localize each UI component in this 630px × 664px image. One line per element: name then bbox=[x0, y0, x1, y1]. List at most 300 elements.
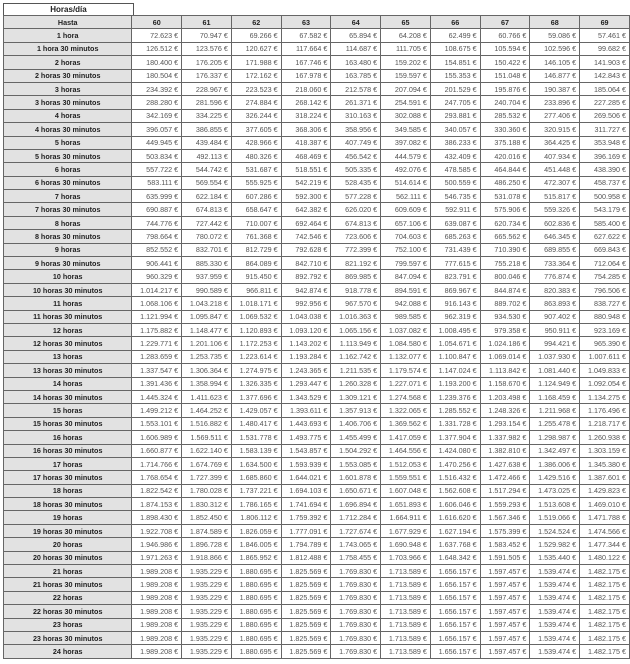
table-cell: 1.393.611 € bbox=[281, 404, 331, 417]
table-cell: 1.713.589 € bbox=[381, 631, 431, 644]
table-cell: 1.358.994 € bbox=[182, 377, 232, 390]
table-cell: 111.705 € bbox=[381, 42, 431, 55]
row-label: 22 horas bbox=[4, 591, 132, 604]
table-cell: 842.710 € bbox=[281, 257, 331, 270]
table-cell: 1.499.212 € bbox=[132, 404, 182, 417]
table-row bbox=[4, 149, 630, 162]
table-cell: 1.345.380 € bbox=[580, 457, 630, 470]
column-header: 63 bbox=[281, 16, 331, 29]
table-cell: 727.442 € bbox=[182, 216, 232, 229]
table-row bbox=[4, 565, 630, 578]
table-cell: 1.203.498 € bbox=[480, 390, 530, 403]
table-cell: 742.546 € bbox=[281, 230, 331, 243]
table-cell: 1.825.569 € bbox=[281, 591, 331, 604]
row-label: 14 horas 30 minutos bbox=[4, 390, 132, 403]
table-cell: 1.583.139 € bbox=[231, 444, 281, 457]
table-cell: 1.971.263 € bbox=[132, 551, 182, 564]
row-label: 3 horas 30 minutos bbox=[4, 96, 132, 109]
table-cell: 1.712.284 € bbox=[331, 511, 381, 524]
table-cell: 1.769.830 € bbox=[331, 578, 381, 591]
table-cell: 546.735 € bbox=[430, 190, 480, 203]
table-cell: 464.844 € bbox=[480, 163, 530, 176]
table-cell: 146.877 € bbox=[530, 69, 580, 82]
table-cell: 1.326.335 € bbox=[231, 377, 281, 390]
table-cell: 559.326 € bbox=[530, 203, 580, 216]
table-cell: 159.202 € bbox=[381, 56, 431, 69]
table-cell: 1.989.208 € bbox=[132, 631, 182, 644]
table-cell: 503.834 € bbox=[132, 149, 182, 162]
table-cell: 1.601.878 € bbox=[331, 471, 381, 484]
table-cell: 1.417.059 € bbox=[381, 431, 431, 444]
table-cell: 1.162.742 € bbox=[331, 350, 381, 363]
table-cell: 1.825.569 € bbox=[281, 578, 331, 591]
table-cell: 1.049.833 € bbox=[580, 364, 630, 377]
table-cell: 1.516.432 € bbox=[430, 471, 480, 484]
table-cell: 1.482.175 € bbox=[580, 631, 630, 644]
table-cell: 1.179.574 € bbox=[381, 364, 431, 377]
table-cell: 1.065.156 € bbox=[331, 323, 381, 336]
table-cell: 531.078 € bbox=[480, 190, 530, 203]
table-row bbox=[4, 551, 630, 564]
table-cell: 228.967 € bbox=[182, 82, 232, 95]
table-cell: 1.424.080 € bbox=[430, 444, 480, 457]
table-cell: 1.176.496 € bbox=[580, 404, 630, 417]
table-cell: 1.786.165 € bbox=[231, 498, 281, 511]
table-cell: 1.539.474 € bbox=[530, 605, 580, 618]
table-row bbox=[4, 203, 630, 216]
table-cell: 844.874 € bbox=[480, 283, 530, 296]
table-cell: 407.749 € bbox=[331, 136, 381, 149]
table-cell: 1.989.208 € bbox=[132, 605, 182, 618]
table-cell: 1.427.638 € bbox=[480, 457, 530, 470]
table-cell: 1.480.122 € bbox=[580, 551, 630, 564]
table-cell: 1.081.440 € bbox=[530, 364, 580, 377]
table-cell: 907.402 € bbox=[530, 310, 580, 323]
table-cell: 1.713.589 € bbox=[381, 605, 431, 618]
table-cell: 1.386.006 € bbox=[530, 457, 580, 470]
row-label: 12 horas 30 minutos bbox=[4, 337, 132, 350]
table-cell: 562.111 € bbox=[381, 190, 431, 203]
table-row bbox=[4, 42, 630, 55]
table-cell: 492.076 € bbox=[381, 163, 431, 176]
column-header: 61 bbox=[182, 16, 232, 29]
table-cell: 1.880.695 € bbox=[231, 605, 281, 618]
table-row bbox=[4, 109, 630, 122]
table-cell: 1.935.229 € bbox=[182, 578, 232, 591]
table-cell: 710.007 € bbox=[231, 216, 281, 229]
table-cell: 1.656.157 € bbox=[430, 618, 480, 631]
table-cell: 342.169 € bbox=[132, 109, 182, 122]
row-label: 13 horas bbox=[4, 350, 132, 363]
table-cell: 990.589 € bbox=[182, 283, 232, 296]
table-row bbox=[4, 645, 630, 658]
table-cell: 1.759.392 € bbox=[281, 511, 331, 524]
table-cell: 185.064 € bbox=[580, 82, 630, 95]
table-cell: 772.399 € bbox=[331, 243, 381, 256]
table-cell: 934.530 € bbox=[480, 310, 530, 323]
table-cell: 1.519.066 € bbox=[530, 511, 580, 524]
table-title: Horas/día bbox=[3, 3, 134, 15]
table-row bbox=[4, 163, 630, 176]
table-cell: 1.898.430 € bbox=[132, 511, 182, 524]
table-cell: 234.392 € bbox=[132, 82, 182, 95]
table-cell: 1.092.054 € bbox=[580, 377, 630, 390]
table-cell: 1.567.346 € bbox=[480, 511, 530, 524]
table-cell: 277.406 € bbox=[530, 109, 580, 122]
table-cell: 60.766 € bbox=[480, 29, 530, 42]
table-cell: 1.606.046 € bbox=[430, 498, 480, 511]
table-cell: 176.337 € bbox=[182, 69, 232, 82]
row-label: 5 horas 30 minutos bbox=[4, 149, 132, 162]
table-cell: 1.896.728 € bbox=[182, 538, 232, 551]
table-cell: 1.248.326 € bbox=[480, 404, 530, 417]
table-cell: 1.656.157 € bbox=[430, 578, 480, 591]
table-cell: 1.445.324 € bbox=[132, 390, 182, 403]
table-cell: 712.064 € bbox=[580, 257, 630, 270]
table-cell: 1.193.284 € bbox=[281, 350, 331, 363]
table-cell: 1.229.771 € bbox=[132, 337, 182, 350]
table-cell: 1.741.694 € bbox=[281, 498, 331, 511]
table-cell: 1.685.860 € bbox=[231, 471, 281, 484]
table-cell: 142.843 € bbox=[580, 69, 630, 82]
row-label: 24 horas bbox=[4, 645, 132, 658]
table-row bbox=[4, 190, 630, 203]
table-cell: 1.529.982 € bbox=[530, 538, 580, 551]
table-cell: 1.737.221 € bbox=[231, 484, 281, 497]
table-cell: 1.260.328 € bbox=[331, 377, 381, 390]
table-cell: 1.874.153 € bbox=[132, 498, 182, 511]
table-cell: 832.701 € bbox=[182, 243, 232, 256]
table-row bbox=[4, 618, 630, 631]
table-cell: 1.464.252 € bbox=[182, 404, 232, 417]
table-cell: 812.729 € bbox=[231, 243, 281, 256]
table-row bbox=[4, 538, 630, 551]
row-label: 12 horas bbox=[4, 323, 132, 336]
table-cell: 146.105 € bbox=[530, 56, 580, 69]
row-label: 4 horas bbox=[4, 109, 132, 122]
table-cell: 622.184 € bbox=[182, 190, 232, 203]
table-cell: 923.169 € bbox=[580, 323, 630, 336]
table-cell: 233.896 € bbox=[530, 96, 580, 109]
table-cell: 407.934 € bbox=[530, 149, 580, 162]
table-cell: 1.583.452 € bbox=[480, 538, 530, 551]
table-cell: 1.553.101 € bbox=[132, 417, 182, 430]
table-cell: 1.512.053 € bbox=[381, 457, 431, 470]
row-label: 19 horas bbox=[4, 511, 132, 524]
table-row bbox=[4, 404, 630, 417]
row-label: 16 horas 30 minutos bbox=[4, 444, 132, 457]
table-cell: 478.585 € bbox=[430, 163, 480, 176]
table-cell: 1.575.399 € bbox=[480, 524, 530, 537]
table-cell: 261.371 € bbox=[331, 96, 381, 109]
table-cell: 468.469 € bbox=[281, 149, 331, 162]
row-label: 7 horas bbox=[4, 190, 132, 203]
table-cell: 627.622 € bbox=[580, 230, 630, 243]
table-cell: 1.758.455 € bbox=[331, 551, 381, 564]
table-cell: 1.591.505 € bbox=[480, 551, 530, 564]
table-cell: 1.113.949 € bbox=[331, 337, 381, 350]
table-cell: 368.306 € bbox=[281, 123, 331, 136]
table-cell: 1.825.569 € bbox=[281, 618, 331, 631]
table-cell: 1.472.466 € bbox=[480, 471, 530, 484]
table-cell: 1.482.175 € bbox=[580, 591, 630, 604]
row-label: 16 horas bbox=[4, 431, 132, 444]
table-cell: 1.714.766 € bbox=[132, 457, 182, 470]
table-cell: 1.989.208 € bbox=[132, 578, 182, 591]
table-cell: 1.391.436 € bbox=[132, 377, 182, 390]
table-cell: 105.594 € bbox=[480, 42, 530, 55]
row-label-header: Hasta bbox=[4, 16, 132, 29]
table-cell: 869.985 € bbox=[331, 270, 381, 283]
table-cell: 1.293.154 € bbox=[480, 417, 530, 430]
table-cell: 1.274.568 € bbox=[381, 390, 431, 403]
table-cell: 1.223.614 € bbox=[231, 350, 281, 363]
table-cell: 1.543.857 € bbox=[281, 444, 331, 457]
table-cell: 310.163 € bbox=[331, 109, 381, 122]
table-cell: 979.358 € bbox=[480, 323, 530, 336]
table-cell: 1.093.120 € bbox=[281, 323, 331, 336]
table-row bbox=[4, 390, 630, 403]
table-cell: 1.768.654 € bbox=[132, 471, 182, 484]
table-cell: 386.233 € bbox=[430, 136, 480, 149]
table-cell: 1.769.830 € bbox=[331, 591, 381, 604]
table-cell: 1.016.363 € bbox=[331, 310, 381, 323]
row-label: 20 horas bbox=[4, 538, 132, 551]
table-cell: 1.656.157 € bbox=[430, 605, 480, 618]
table-cell: 894.591 € bbox=[381, 283, 431, 296]
table-cell: 1.769.830 € bbox=[331, 618, 381, 631]
table-cell: 1.743.065 € bbox=[331, 538, 381, 551]
table-cell: 1.455.499 € bbox=[331, 431, 381, 444]
table-cell: 531.687 € bbox=[231, 163, 281, 176]
table-cell: 1.769.830 € bbox=[331, 565, 381, 578]
row-label: 6 horas bbox=[4, 163, 132, 176]
table-cell: 960.329 € bbox=[132, 270, 182, 283]
table-cell: 1.597.457 € bbox=[480, 618, 530, 631]
table-row bbox=[4, 444, 630, 457]
table-cell: 1.825.569 € bbox=[281, 605, 331, 618]
table-row bbox=[4, 257, 630, 270]
table-cell: 1.477.344 € bbox=[580, 538, 630, 551]
table-cell: 1.260.938 € bbox=[580, 431, 630, 444]
table-row bbox=[4, 471, 630, 484]
row-label: 11 horas bbox=[4, 297, 132, 310]
table-cell: 1.158.670 € bbox=[480, 377, 530, 390]
table-cell: 780.072 € bbox=[182, 230, 232, 243]
table-cell: 1.211.535 € bbox=[331, 364, 381, 377]
row-label: 1 hora bbox=[4, 29, 132, 42]
table-cell: 163.480 € bbox=[331, 56, 381, 69]
table-cell: 1.124.949 € bbox=[530, 377, 580, 390]
table-cell: 397.082 € bbox=[381, 136, 431, 149]
table-cell: 1.193.200 € bbox=[430, 377, 480, 390]
table-cell: 796.506 € bbox=[580, 283, 630, 296]
table-cell: 150.422 € bbox=[480, 56, 530, 69]
table-cell: 1.377.696 € bbox=[231, 390, 281, 403]
table-cell: 1.132.077 € bbox=[381, 350, 431, 363]
table-cell: 1.674.769 € bbox=[182, 457, 232, 470]
table-cell: 1.482.175 € bbox=[580, 618, 630, 631]
table-cell: 620.734 € bbox=[480, 216, 530, 229]
table-cell: 269.506 € bbox=[580, 109, 630, 122]
table-cell: 240.704 € bbox=[480, 96, 530, 109]
table-cell: 1.134.275 € bbox=[580, 390, 630, 403]
table-cell: 1.429.516 € bbox=[530, 471, 580, 484]
table-cell: 752.100 € bbox=[381, 243, 431, 256]
table-cell: 1.043.218 € bbox=[182, 297, 232, 310]
table-cell: 1.880.695 € bbox=[231, 591, 281, 604]
table-cell: 1.014.217 € bbox=[132, 283, 182, 296]
table-cell: 102.596 € bbox=[530, 42, 580, 55]
row-label: 19 horas 30 minutos bbox=[4, 524, 132, 537]
table-cell: 1.830.312 € bbox=[182, 498, 232, 511]
table-cell: 159.597 € bbox=[381, 69, 431, 82]
table-cell: 293.881 € bbox=[430, 109, 480, 122]
table-cell: 1.846.005 € bbox=[231, 538, 281, 551]
table-cell: 518.551 € bbox=[281, 163, 331, 176]
table-cell: 1.306.364 € bbox=[182, 364, 232, 377]
table-cell: 1.539.474 € bbox=[530, 645, 580, 658]
table-cell: 609.609 € bbox=[381, 203, 431, 216]
table-cell: 171.988 € bbox=[231, 56, 281, 69]
table-cell: 1.569.511 € bbox=[182, 431, 232, 444]
table-cell: 500.958 € bbox=[580, 190, 630, 203]
table-cell: 585.400 € bbox=[580, 216, 630, 229]
table-cell: 1.825.569 € bbox=[281, 565, 331, 578]
table-cell: 1.597.457 € bbox=[480, 605, 530, 618]
table-row bbox=[4, 431, 630, 444]
table-cell: 207.094 € bbox=[381, 82, 431, 95]
table-cell: 114.687 € bbox=[331, 42, 381, 55]
table-cell: 755.218 € bbox=[480, 257, 530, 270]
table-cell: 281.596 € bbox=[182, 96, 232, 109]
table-cell: 1.656.157 € bbox=[430, 645, 480, 658]
table-row bbox=[4, 176, 630, 189]
column-header: 64 bbox=[331, 16, 381, 29]
table-cell: 67.582 € bbox=[281, 29, 331, 42]
table-cell: 247.705 € bbox=[430, 96, 480, 109]
table-cell: 602.836 € bbox=[530, 216, 580, 229]
table-cell: 1.713.589 € bbox=[381, 565, 431, 578]
table-cell: 557.722 € bbox=[132, 163, 182, 176]
table-cell: 1.255.478 € bbox=[530, 417, 580, 430]
table-cell: 1.504.292 € bbox=[331, 444, 381, 457]
table-cell: 1.713.589 € bbox=[381, 645, 431, 658]
table-cell: 665.562 € bbox=[480, 230, 530, 243]
table-cell: 108.675 € bbox=[430, 42, 480, 55]
table-row bbox=[4, 350, 630, 363]
table-cell: 962.319 € bbox=[430, 310, 480, 323]
table-cell: 704.603 € bbox=[381, 230, 431, 243]
table-cell: 386.855 € bbox=[182, 123, 232, 136]
table-cell: 1.769.830 € bbox=[331, 605, 381, 618]
table-cell: 1.559.293 € bbox=[480, 498, 530, 511]
table-cell: 1.377.904 € bbox=[430, 431, 480, 444]
table-cell: 1.024.186 € bbox=[480, 337, 530, 350]
column-header: 66 bbox=[430, 16, 480, 29]
table-cell: 349.585 € bbox=[381, 123, 431, 136]
table-cell: 377.605 € bbox=[231, 123, 281, 136]
table-cell: 65.894 € bbox=[331, 29, 381, 42]
table-cell: 444.579 € bbox=[381, 149, 431, 162]
table-cell: 1.054.671 € bbox=[430, 337, 480, 350]
column-header: 69 bbox=[580, 16, 630, 29]
table-cell: 1.285.552 € bbox=[430, 404, 480, 417]
table-cell: 1.387.601 € bbox=[580, 471, 630, 484]
table-cell: 792.628 € bbox=[281, 243, 331, 256]
table-cell: 326.244 € bbox=[231, 109, 281, 122]
table-cell: 1.443.693 € bbox=[281, 417, 331, 430]
table-cell: 1.143.202 € bbox=[281, 337, 331, 350]
row-label: 8 horas bbox=[4, 216, 132, 229]
table-cell: 439.484 € bbox=[182, 136, 232, 149]
table-cell: 1.648.342 € bbox=[430, 551, 480, 564]
row-label: 17 horas bbox=[4, 457, 132, 470]
table-cell: 992.956 € bbox=[281, 297, 331, 310]
table-cell: 1.794.789 € bbox=[281, 538, 331, 551]
row-label: 2 horas bbox=[4, 56, 132, 69]
table-cell: 1.825.569 € bbox=[281, 631, 331, 644]
table-cell: 57.461 € bbox=[580, 29, 630, 42]
table-cell: 942.874 € bbox=[281, 283, 331, 296]
table-cell: 180.504 € bbox=[132, 69, 182, 82]
table-cell: 288.280 € bbox=[132, 96, 182, 109]
table-cell: 885.330 € bbox=[182, 257, 232, 270]
row-label: 20 horas 30 minutos bbox=[4, 551, 132, 564]
table-cell: 364.425 € bbox=[530, 136, 580, 149]
table-cell: 543.179 € bbox=[580, 203, 630, 216]
row-label: 2 horas 30 minutos bbox=[4, 69, 132, 82]
table-cell: 505.335 € bbox=[331, 163, 381, 176]
table-cell: 1.084.580 € bbox=[381, 337, 431, 350]
table-cell: 514.614 € bbox=[381, 176, 431, 189]
table-cell: 1.535.440 € bbox=[530, 551, 580, 564]
table-cell: 1.874.589 € bbox=[182, 524, 232, 537]
table-cell: 1.382.810 € bbox=[480, 444, 530, 457]
table-cell: 1.406.706 € bbox=[331, 417, 381, 430]
table-cell: 1.696.894 € bbox=[331, 498, 381, 511]
table-cell: 776.874 € bbox=[530, 270, 580, 283]
table-cell: 1.880.695 € bbox=[231, 565, 281, 578]
table-cell: 70.947 € bbox=[182, 29, 232, 42]
table-cell: 1.880.695 € bbox=[231, 631, 281, 644]
table-row bbox=[4, 29, 630, 42]
table-row bbox=[4, 56, 630, 69]
table-cell: 254.591 € bbox=[381, 96, 431, 109]
table-cell: 1.822.542 € bbox=[132, 484, 182, 497]
table-cell: 1.148.477 € bbox=[182, 323, 232, 336]
table-cell: 838.727 € bbox=[580, 297, 630, 310]
table-cell: 375.188 € bbox=[480, 136, 530, 149]
column-header: 67 bbox=[480, 16, 530, 29]
table-cell: 1.780.028 € bbox=[182, 484, 232, 497]
table-row bbox=[4, 230, 630, 243]
table-cell: 438.390 € bbox=[580, 163, 630, 176]
table-cell: 285.532 € bbox=[480, 109, 530, 122]
table-cell: 1.713.589 € bbox=[381, 578, 431, 591]
table-cell: 880.948 € bbox=[580, 310, 630, 323]
table-cell: 847.094 € bbox=[381, 270, 431, 283]
table-cell: 1.095.847 € bbox=[182, 310, 232, 323]
table-cell: 1.517.294 € bbox=[480, 484, 530, 497]
table-cell: 1.480.417 € bbox=[231, 417, 281, 430]
table-cell: 1.651.893 € bbox=[381, 498, 431, 511]
table-cell: 72.623 € bbox=[132, 29, 182, 42]
table-row bbox=[4, 578, 630, 591]
table-cell: 864.089 € bbox=[231, 257, 281, 270]
row-label: 9 horas 30 minutos bbox=[4, 257, 132, 270]
table-cell: 1.037.082 € bbox=[381, 323, 431, 336]
